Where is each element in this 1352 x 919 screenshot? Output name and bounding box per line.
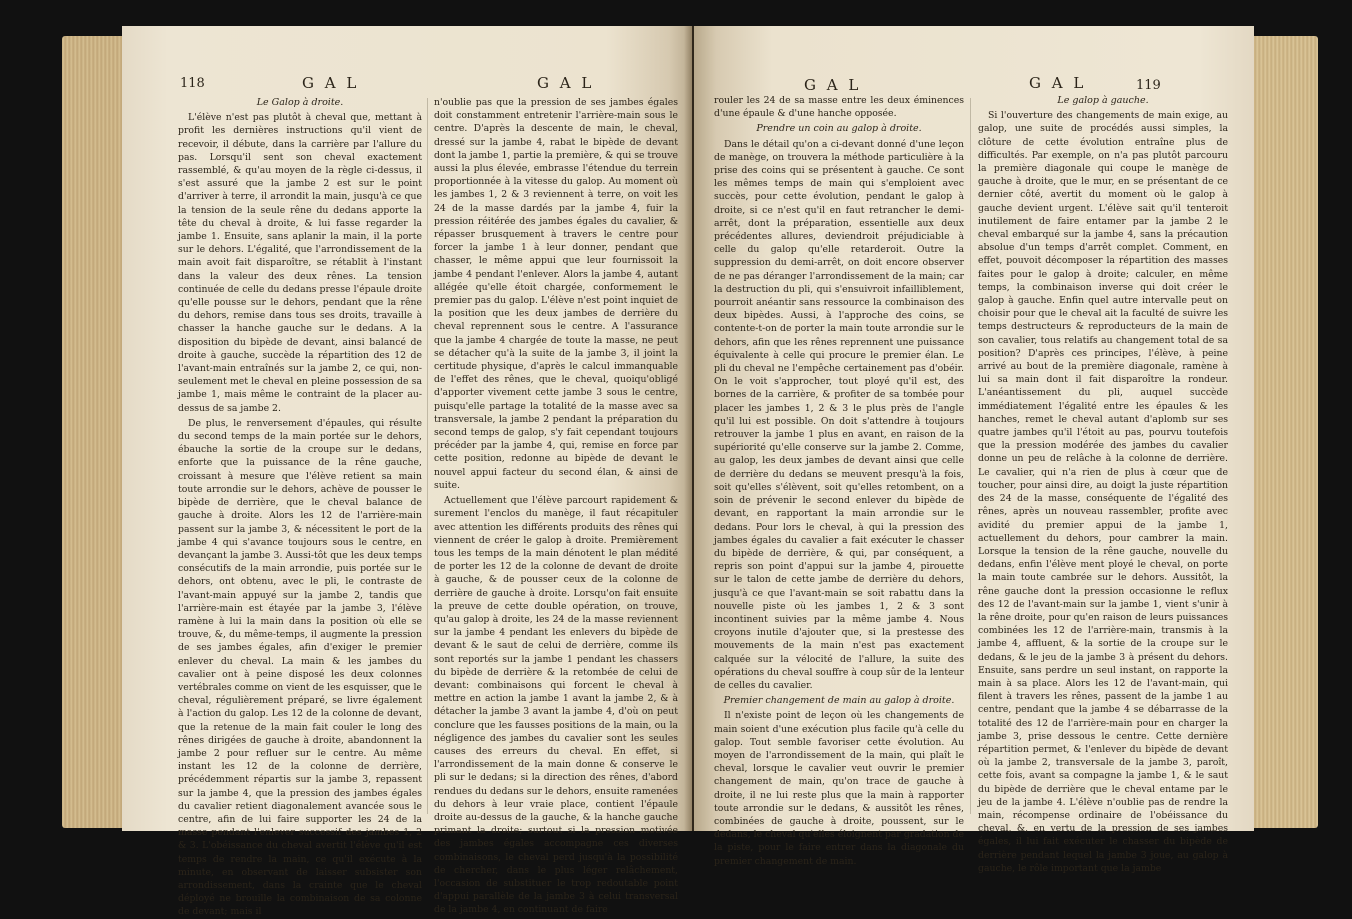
text-column-2 xyxy=(434,96,678,916)
paragraph: Il n'existe point de leçon où les changements de main soient d'une exécution plus facile qu'à celle du galop. Tout semble favoriser cette évolution. Au moyen de l'arrondissement de la main, qui plaît le cheval, lorsque le cavalier veut ouvrir le premier changement de main, qu'on trace de gauche à droite, il ne lui reste plus que la main à rapporter toute arrondie sur le dedans, & aussitôt les rênes, combinées de gauche à droite, poussent, sur le dedans, le cheval qu'elles éloignent par gradation de la piste, pour le faire entrer dans la diagonale du premier changement de main. xyxy=(714,710,964,867)
open-book xyxy=(22,10,1334,918)
right-page xyxy=(694,26,1254,874)
paragraph: n'oublie pas que la pression de ses jambes égales doit constamment entretenir l'arrière-main sous le centre. D'après la descente de main, le cheval, dressé sur la jambe 4, rabat le bipède de devant dont la jambe 1, partie la première, & qui se trouve aussi la plus élevée, embrasse l'étendue du terrein proportionnée à la vitesse du galop. Au moment où les jambes 1, 2 & 3 reviennent à terre, on voit les 24 de la masse dardés par la jambe 4, fuir la pression réitérée des jambes égales du cavalier, & répasser brusquement à travers le centre pour forcer la jambe 1 à leur donner, pendant que chasser, le même appui que leur fournissoit la jambe 4 pendant l'enlever. Alors la jambe 4, autant allégée qu'elle étoit chargée, conformement le premier pas du galop. L'élève n'est point inquiet de la position que les deux jambes de derrière du cheval reprennent sous le centre. A l'assurance que la jambe 4 chargée de toute la masse, ne peut se détacher qu'à la suite de la jambe 3, il joint la certitude physique, d'après le calcul immanquable de l'effet des rênes, que le cheval, quoiqu'obligé d'apporter vivement cette jambe 3 sous le centre, puisqu'elle partage la totalité de la masse avec sa transversale, la jambe 2 pendant la préparation du second temps de galop, s'y fait cependant toujours précéder par la jambe 4, qui, remise en force par cette position, redonne au bipède de devant le nouvel appui facteur du second élan, & ainsi de suite. xyxy=(434,97,678,491)
page-number: 119 xyxy=(1136,78,1161,93)
column-rule xyxy=(970,98,971,814)
running-head: G A L xyxy=(302,74,360,92)
paragraph: Dans le détail qu'on a ci-devant donné d'une leçon de manège, on trouvera la méthode particulière à la prise des coins qui se présentent à gauche. Ce sont les mêmes temps de main qui s'emploient avec succès, pour cette évolution, pendant le galop à droite, si ce n'est qu'il en faut retrancher le demi-arrêt, dont la préparation, essentielle aux deux précédentes allures, deviendroit préjudiciable à celle du galop qu'elle retarderoit. Outre la suppression du demi-arrêt, on doit encore observer de ne pas déranger l'arrondissement de la main; car la destruction du pli, qui s'ensuivroit infailliblement, pourroit anéantir sans ressource la combinaison des deux bipèdes. Aussi, à l'approche des coins, se contente-t-on de porter la main toute arrondie sur le dehors, afin que les rênes reprennent une puissance équivalente à celle qui procure le premier élan. Le pli du cheval ne l'empêche certainement pas d'obéir. On le voit s'approcher, tout ployé qu'il est, des bornes de la carrière, & profiter de sa tombée pour placer les jambes 1, 2 & 3 le plus près de l'angle qu'il lui est possible. On doit s'attendre à toujours retrouver la jambe 1 plus en avant, en raison de la supériorité qu'elle conserve sur la jambe 2. Comme, au galop, les deux jambes de devant ainsi que celle de derrière du dedans se meuvent presqu'à la fois, soit qu'elles s'élèvent, soit qu'elles retombent, on a soin de prévenir le second enlever du bipède de devant, en rapportant la main arrondie sur le dedans. Pour lors le cheval, à qui la pression des jambes égales du cavalier a fait exécuter le chasser du bipède de derrière, & qui, par conséquent, a repris son point d'appui sur la jambe 4, pirouette sur le talon de cette jambe de derrière du dehors, jusqu'à ce que l'avant-main se soit rabattu dans la nouvelle piste où les jambes 1, 2 & 3 sont incontinent suivies par la même jambe 4. Nous croyons inutile d'ajouter que, si la prestesse des mouvements de la main n'est pas exactement calquée sur la vélocité de l'allure, la suite des opérations du cheval souffre à coup sûr de la lenteur de celles du cavalier. xyxy=(714,138,964,691)
paragraph: L'élève n'est pas plutôt à cheval que, mettant à profit les dernières instructions qu'il vient de recevoir, il débute, dans la carrière par l'allure du pas. Lorsqu'il sent son cheval exactement rassemblé, & qu'au moyen de la règle ci-dessus, il s'est assuré que la jambe 2 est sur le point d'arriver à terre, il arrondit la main, jusqu'à ce que la tension de la seule rêne du dedans apporte la tête du cheval à droite, & lui fasse regarder la jambe 1. Ensuite, sans aplanir la main, il la porte sur le dehors. L'égalité, que l'arrondissement de la main avoit fait disparoître, se rétablit à l'instant dans la valeur des deux rênes. La tension continuée de celle du dedans presse l'épaule droite qu'elle pousse sur le dehors, pendant que la rêne du dehors, remise dans tous ses droits, travaille à chasser la hanche gauche sur le dedans. A la disposition du bipède de devant, ainsi balancé de droite à gauche, succède la répartition des 12 de l'avant-main entraînés sur la jambe 2, ce qui, non-seulement met le cheval en pleine possession de sa jambe 1, mais même le contraint de la placer au-dessus de sa jambe 2. xyxy=(178,112,422,414)
running-head: G A L xyxy=(537,74,595,92)
column-rule xyxy=(427,98,428,814)
paragraph: Actuellement que l'élève parcourt rapidement & surement l'enclos du manège, il faut récapituler avec attention les différents produits des rênes qui viennent de créer le galop à droite. Premièrement tous les temps de la main dénotent le plan médité de porter les 12 de la colonne de devant de droite à gauche, & de pousser ceux de la colonne de derrière de gauche à droite. Lorsqu'on fait ensuite la preuve de cette double opération, on trouve, qu'au galop à droite, les 24 de la masse reviennent sur la jambe 4 pendant les enlevers du bipède de devant & le saut de celui de derrière, comme ils sont reportés sur la jambe 1 pendant les chassers du bipède de derrière & la retombée de celui de devant: combinaisons qui forcent le cheval à mettre en action la jambe 1 avant la jambe 2, & à détacher la jambe 3 avant la jambe 4, d'où on peut conclure que les fausses positions de la main, ou la négligence des jambes du cavalier sont les seules causes des erreurs du cheval. En effet, si l'arrondissement de la main donne & conserve le pli sur le dedans; si la direction des rênes, d'abord rendues du dedans sur le dehors, ensuite ramenées du dehors à leur vraie place, contient l'épaule droite au-dessus de la gauche, & la hanche gauche primant la droite; surtout si la pression motivée des jambes égales accompagne ces diverses combinaisons, le cheval perd jusqu'à la possibilité de chercher, dans le plus léger relâchement, l'occasion de substituer le trop redoutable point d'appui parallèle de la jambe 3 à celui transversal de la jambe 4, en continuant de faire xyxy=(434,495,678,916)
running-head: G A L xyxy=(804,76,862,94)
section-heading: Le Galop à droite. xyxy=(256,97,344,108)
paragraph: rouler les 24 de sa masse entre les deux éminences d'une épaule & d'une hanche opposée. xyxy=(714,95,964,120)
section-heading: Premier changement de main au galop à droite. xyxy=(723,695,955,707)
section-heading: Prendre un coin au galop à droite. xyxy=(756,123,922,135)
text-column-1 xyxy=(178,96,422,918)
page-number: 118 xyxy=(180,76,205,91)
text-column-2 xyxy=(978,94,1228,874)
section-heading: Le galop à gauche. xyxy=(1057,95,1149,106)
running-head: G A L xyxy=(1029,74,1087,92)
paragraph: De plus, le renversement d'épaules, qui résulte du second temps de la main portée sur le dehors, ébauche la sortie de la croupe sur le dedans, enforte que la puissance de la rêne gauche, croissant à mesure que l'élève retient sa main toute arrondie sur le dehors, achève de pousser le bipède de derrière, que le cheval balance de gauche à droite. Alors les 12 de l'arrière-main passent sur la jambe 3, & nécessitent le port de la jambe 4 qui s'avance toujours sous le centre, en devançant la jambe 3. Aussi-tôt que les deux temps consécutifs de la main arrondie, puis portée sur le dehors, ont obtenu, avec le pli, le contraste de l'avant-main appuyé sur la jambe 2, tandis que l'arrière-main est étayée par la jambe 3, l'élève ramène à lui la main dans la position où elle se trouve, &, du même-temps, il augmente la pression de ses jambes égales, afin d'exiger le premier enlever du cheval. La main & les jambes du cavalier ont à peine disposé les deux colonnes vertébrales comme on vient de les esquisser, que le cheval, régulièrement préparé, se livre également à l'action du galop. Les 12 de la colonne de devant, que la retenue de la main fait couler le long des rênes dirigées de gauche à droite, abandonnent la jambe 2 pour refluer sur le centre. Au même instant les 12 de la colonne de derrière, précédemment répartis sur la jambe 3, repassent sur la jambe 4, que la pression des jambes égales du cavalier retient diagonalement avancée sous le centre, afin de lui faire supporter les 24 de la masse pendant l'enlever successif des jambes 1, 2 & 3. L'obéissance du cheval avertit l'élève qu'il est temps de rendre la main, ce qu'il exécute à la minute, en observant de laisser subsister son arrondissement, dans la crainte que le cheval déployé ne brouille la combinaison de sa colonne de devant; mais il xyxy=(178,417,422,918)
left-page xyxy=(122,26,692,918)
text-column-1 xyxy=(714,94,964,867)
paragraph: Si l'ouverture des changements de main exige, au galop, une suite de procédés aussi simples, la clôture de cette évolution entraîne plus de difficultés. Par exemple, on n'a pas plutôt parcouru la première diagonale qui coupe le manège de gauche à droite, que le mur, en se présentant de ce dernier côté, avertit du moment où le galop à gauche devient urgent. L'élève sait qu'il tenteroit inutilement de faire entamer par la jambe 2 le cheval embarqué sur la jambe 4, sans la précaution absolue d'un temps d'arrêt complet. Comment, en effet, pouvoit décomposer la répartition des masses faites pour le galop à droite; calculer, en même temps, la combinaison inverse qui doit créer le galop à gauche. Enfin quel autre intervalle peut on choisir pour que le cheval ait la faculté de suivre les temps destructeurs & reproducteurs de la main de son cavalier, tous relatifs au changement total de sa position? D'après ces principes, l'élève, à peine arrivé au bout de la première diagonale, ramène à lui sa main dont il fait disparoître la rondeur. L'anéantissement du pli, auquel succède immédiatement l'égalité entre les épaules & les hanches, remet le cheval autant d'aplomb sur ses quatre jambes qu'il l'étoit au pas, pourvu toutefois que la pression modérée des jambes du cavalier donne un peu de relâche à la colonne de derrière. Le cavalier, qui n'a rien de plus à cœur que de toucher, pour ainsi dire, au doigt la juste répartition des 24 de la masse, conséquente de l'égalité des rênes, après un nouveau rassembler, profite avec avidité du premier appui de la jambe 1, actuellement du dehors, pour cambrer la main. Lorsque la tension de la rêne gauche, nouvelle du dedans, enfin l'élève ment ployé le cheval, on porte la main toute cambrée sur le dehors. Aussitôt, la rêne gauche dont la pression occasionne le reflux des 12 de l'avant-main sur la jambe 1, vient s'unir à la rêne droite, pour qu'en raison de leurs puissances combinées les 12 de l'arrière-main, transmis à la jambe 4, affluent, & la sortie de la croupe sur le dedans, & le jeu de la jambe 3 à présent du dehors. Ensuite, sans perdre un seul instant, on rapporte la main à sa place. Alors les 12 de l'avant-main, qui filent à travers les rênes, passent de la jambe 1 au centre, pendant que la jambe 4 se débarrasse de la totalité des 12 de l'arrière-main pour en charger la jambe 3, prise dessous le centre. Cette dernière répartition permet, & l'enlever du bipède de devant où la jambe 2, transversale de la jambe 3, paroît, cette fois, avant sa compagne la jambe 1, & le saut du bipède de derrière que le cheval entame par le jeu de la jambe 4. L'élève n'oublie pas de rendre la main, récompense ordinaire de l'obéissance du cheval, &, en vertu de la pression de ses jambes égales, il lui fait exécuter le chasser du bipède de derrière pendant lequel la jambe 3 joue, au galop à gauche, le rôle important que la jambe xyxy=(978,110,1228,874)
